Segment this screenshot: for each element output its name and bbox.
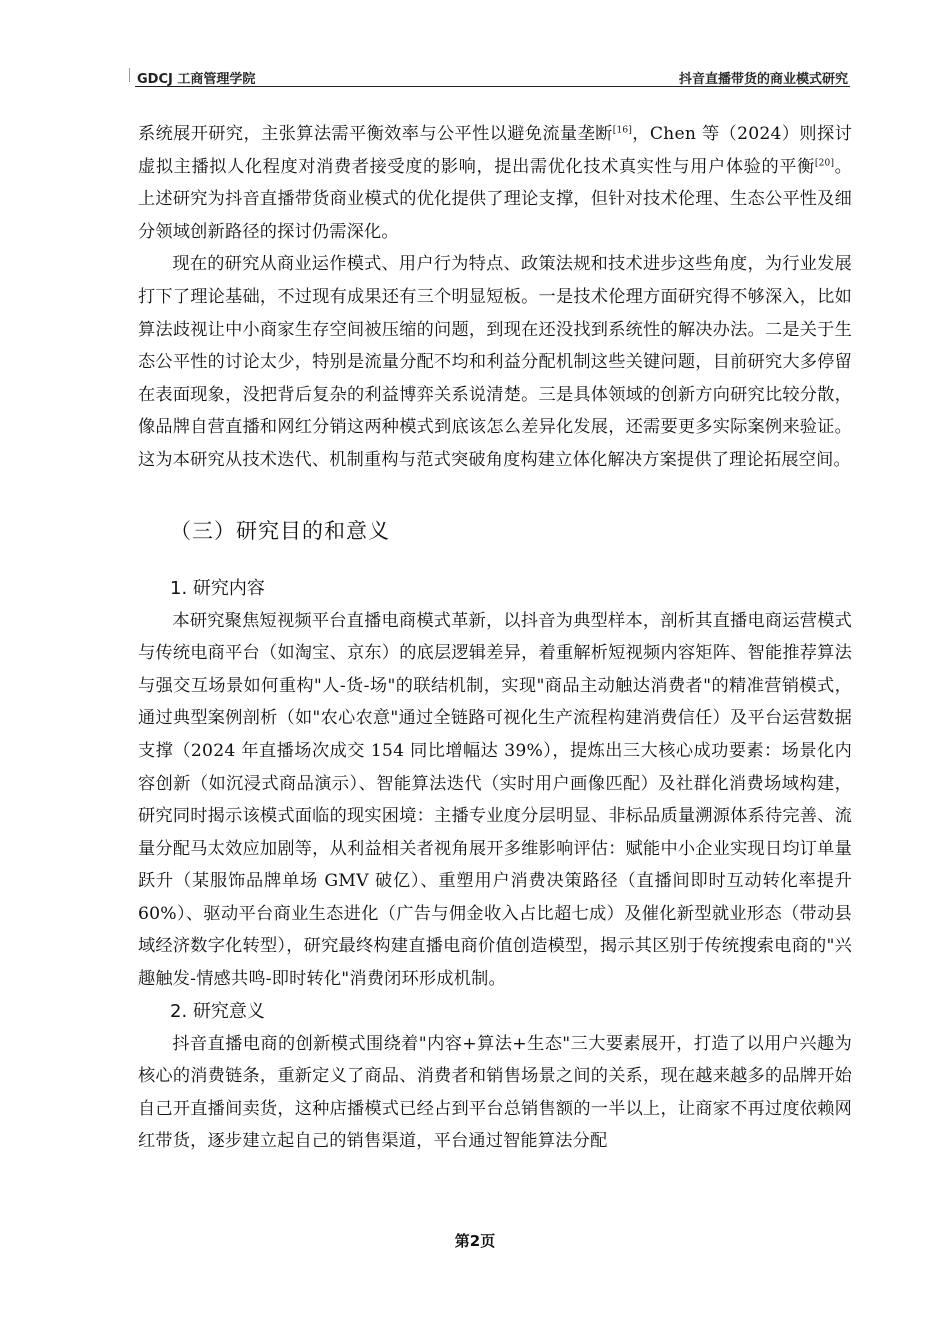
para1-text-a: 系统展开研究，主张算法需平衡效率与公平性以避免流量垄断 — [138, 124, 613, 144]
header-tick — [129, 68, 130, 82]
citation-20: [20] — [814, 157, 835, 168]
subsection-heading-content: 1. 研究内容 — [170, 577, 265, 599]
page-header — [135, 64, 850, 87]
paragraph-literature-end — [138, 118, 852, 248]
header-school: GDCJ 工商管理学院 — [137, 72, 256, 87]
page-number: 第2页 — [454, 1232, 496, 1250]
subsection-heading-significance: 2. 研究意义 — [170, 1000, 265, 1022]
header-title: 抖音直播带货的商业模式研究 — [678, 72, 848, 87]
para1-text-b: ，Chen 等（2024）则探讨虚拟主播拟人化程度对消费者接受度的影响，提出需优化技术真实性与用户体验的平衡 — [138, 124, 852, 177]
section-heading: （三）研究目的和意义 — [170, 518, 390, 543]
page-body — [138, 118, 852, 1158]
para1-text-c: 。上述研究为抖音直播带货商业模式的优化提供了理论支撑，但针对技术伦理、生态公平性及细分领域创新路径的探讨仍需深化。 — [138, 156, 853, 242]
paragraph-research-content: 本研究聚焦短视频平台直播电商模式革新，以抖音为典型样本，剖析其直播电商运营模式与传统电商平台（如淘宝、京东）的底层逻辑差异，着重解析短视频内容矩阵、智能推荐算法与强交互场景如何重构"人-货-场"的联结机制，实现"商品主动触达消费者"的精准营销模式，通过典型案例剖析（如"农心农意"通过全链路可视化生产流程构建消费信任）及平台运营数据支撑（2024 年直播场次成交 154 同比增幅达 39%），提炼出三大核心成功要素：场景化内容创新（如沉浸式商品演示）、智能算法迭代（实时用户画像匹配）及社群化消费场域构建，研究同时揭示该模式面临的现实困境：主播专业度分层明显、非标品质量溯源体系待完善、流量分配马太效应加剧等，从利益相关者视角展开多维影响评估：赋能中小企业实现日均订单量跃升（某服饰品牌单场 GMV 破亿）、重塑用户消费决策路径（直播间即时互动转化率提升 60%）、驱动平台商业生态进化（广告与佣金收入占比超七成）及催化新型就业形态（带动县域经济数字化转型），研究最终构建直播电商价值创造模型，揭示其区别于传统搜索电商的"兴趣触发-情感共鸣-即时转化"消费闭环形成机制。 — [138, 610, 852, 990]
citation-16: [16] — [612, 125, 633, 136]
paragraph-research-gaps: 现在的研究从商业运作模式、用户行为特点、政策法规和技术进步这些角度，为行业发展打下了理论基础，不过现有成果还有三个明显短板。一是技术伦理方面研究得不够深入，比如算法歧视让中小商家生存空间被压缩的问题，到现在还没找到系统性的解决办法。二是关于生态公平性的讨论太少，特别是流量分配不均和利益分配机制这些关键问题，目前研究大多停留在表面现象，没把背后复杂的利益博弈关系说清楚。三是具体领域的创新方向研究比较分散，像品牌自营直播和网红分销这两种模式到底该怎么差异化发展，还需要更多实际案例来验证。这为本研究从技术迭代、机制重构与范式突破角度构建立体化解决方案提供了理论拓展空间。 — [138, 254, 852, 470]
paragraph-research-significance: 抖音直播电商的创新模式围绕着"内容+算法+生态"三大要素展开，打造了以用户兴趣为核心的消费链条，重新定义了商品、消费者和销售场景之间的关系，现在越来越多的品牌开始自己开直播间卖货，这种店播模式已经占到平台总销售额的一半以上，让商家不再过度依赖网红带货，逐步建立起自己的销售渠道，平台通过智能算法分配 — [138, 1033, 852, 1152]
